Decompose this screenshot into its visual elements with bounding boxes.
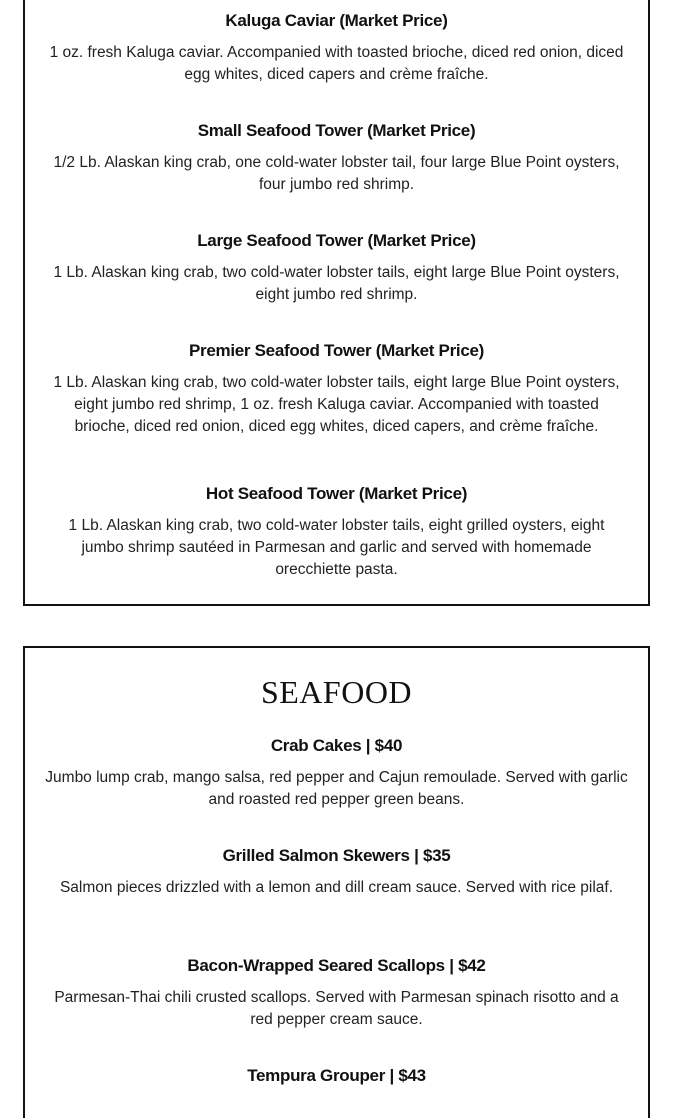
menu-item-name: Small Seafood Tower (Market Price)	[197, 121, 476, 140]
menu-item-description: 1/2 Lb. Alaskan king crab, one cold-water lobster tail, four large Blue Point oysters, four jumbo red shrimp.	[53, 154, 620, 193]
menu-item-name: Bacon-Wrapped Seared Scallops | $42	[187, 956, 486, 975]
menu-item	[25, 230, 648, 306]
menu-item-description: 1 Lb. Alaskan king crab, two cold-water lobster tails, eight large Blue Point oysters, eight jumbo red shrimp.	[53, 264, 620, 303]
raw-bar-menu-panel	[23, 0, 650, 606]
menu-item	[25, 955, 648, 1031]
menu-item-description: Parmesan-Thai chili crusted scallops. Served with Parmesan spinach risotto and a red pepper cream sauce.	[54, 989, 619, 1028]
seafood-menu-panel	[23, 646, 650, 1118]
menu-item-description: 1 Lb. Alaskan king crab, two cold-water lobster tails, eight grilled oysters, eight jumbo shrimp sautéed in Parmesan and garlic and served with homemade orecchiette pasta.	[68, 517, 605, 578]
menu-item	[25, 483, 648, 581]
section-title: SEAFOOD	[260, 674, 413, 710]
menu-item-name: Large Seafood Tower (Market Price)	[197, 231, 476, 250]
menu-item-name: Crab Cakes | $40	[270, 736, 403, 755]
menu-item	[25, 10, 648, 86]
menu-item	[25, 340, 648, 438]
menu-item-name: Kaluga Caviar (Market Price)	[225, 11, 448, 30]
menu-item-name: Hot Seafood Tower (Market Price)	[205, 484, 468, 503]
menu-item-description: Jumbo lump crab, mango salsa, red pepper and Cajun remoulade. Served with garlic and roasted red pepper green beans.	[45, 769, 628, 808]
menu-item-description: Salmon pieces drizzled with a lemon and dill cream sauce. Served with rice pilaf.	[59, 879, 614, 896]
menu-item-description: 1 Lb. Alaskan king crab, two cold-water lobster tails, eight large Blue Point oysters, eight jumbo red shrimp, 1 oz. fresh Kaluga caviar. Accompanied with toasted brioche, diced red onion, diced egg whites, diced capers, and crème fraîche.	[53, 374, 620, 435]
menu-item	[25, 120, 648, 196]
menu-item-name: Premier Seafood Tower (Market Price)	[189, 341, 484, 360]
menu-item-name: Grilled Salmon Skewers | $35	[222, 846, 451, 865]
menu-item-description: 1 oz. fresh Kaluga caviar. Accompanied with toasted brioche, diced red onion, diced egg whites, diced capers and crème fraîche.	[49, 44, 624, 83]
menu-item-name: Tempura Grouper | $43	[247, 1066, 426, 1085]
menu-item	[25, 845, 648, 899]
menu-item	[25, 735, 648, 811]
menu-item	[25, 1065, 648, 1087]
